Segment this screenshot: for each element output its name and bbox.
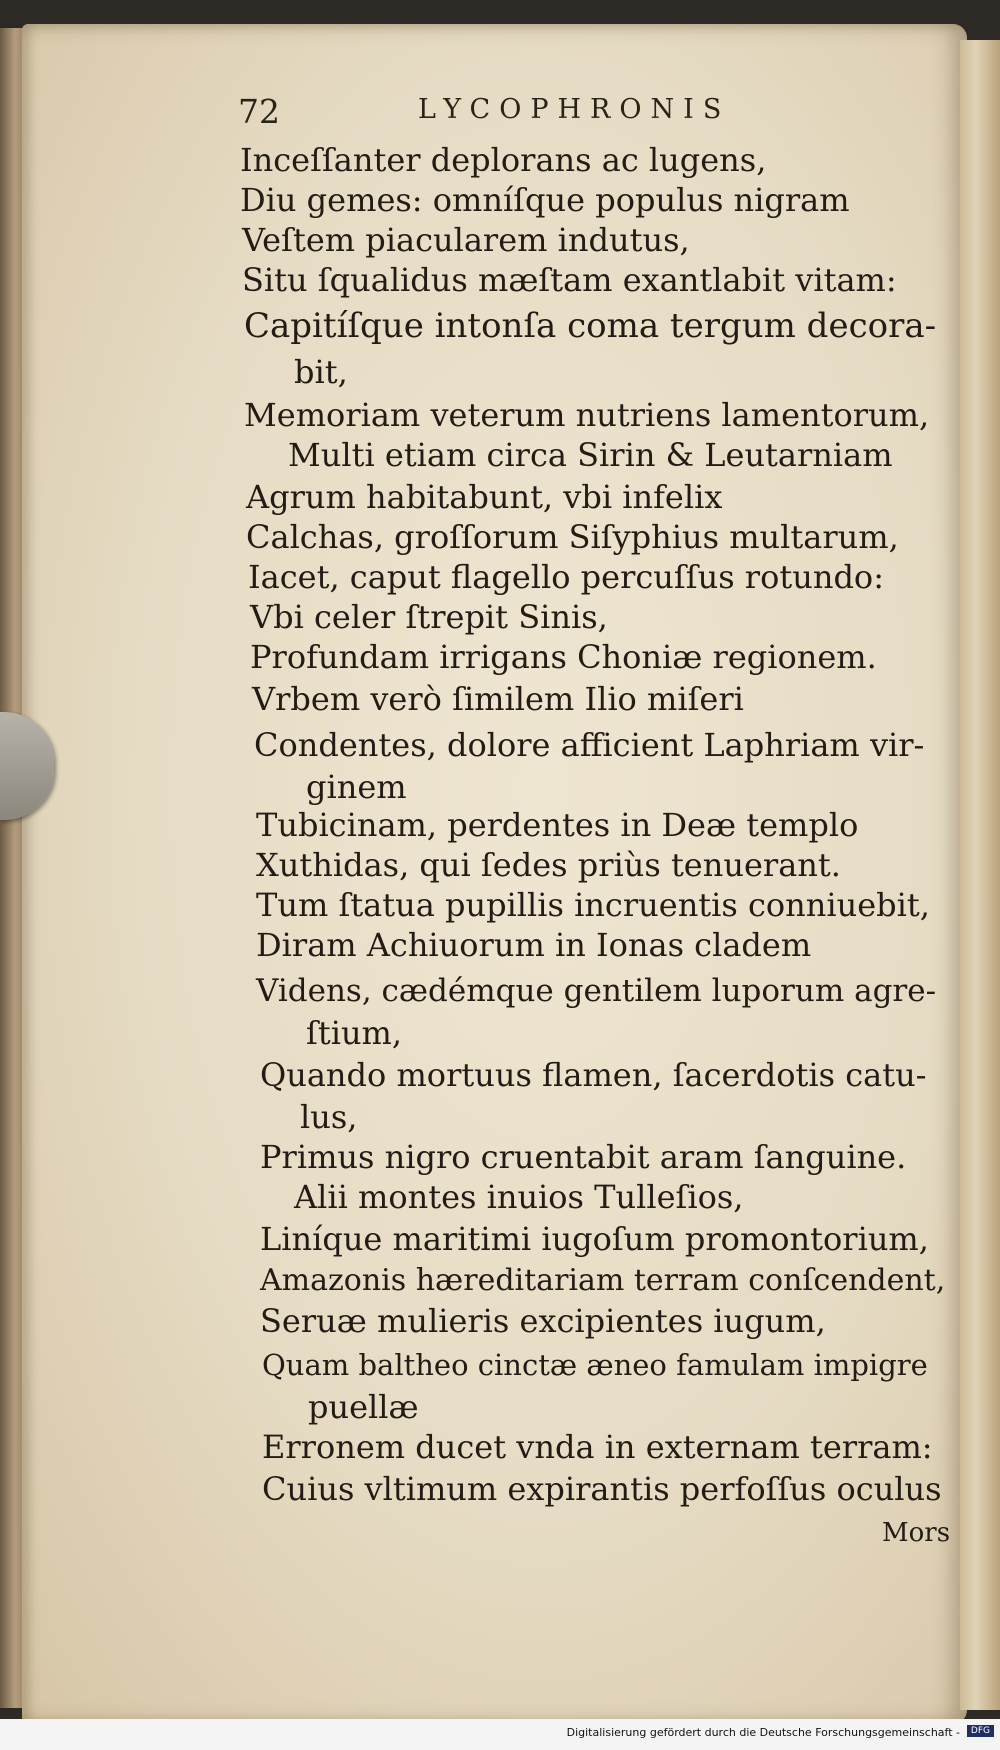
dfg-logo: DFG (967, 1725, 994, 1737)
running-title: LYCOPHRONIS (418, 94, 731, 125)
text-line: Quando mortuus flamen, ſacerdotis catu- (260, 1056, 927, 1094)
text-line: Memoriam veterum nutriens lamentorum, (244, 396, 930, 434)
text-line: Diram Achiuorum in Ionas cladem (256, 926, 812, 964)
text-line: lus, (300, 1098, 358, 1136)
text-line: Primus nigro cruentabit aram ſanguine. (260, 1138, 907, 1176)
text-line: Seruæ mulieris excipientes iugum, (260, 1302, 826, 1340)
funding-credit: Digitalisierung gefördert durch die Deutsche Forschungsgemeinschaft - (566, 1726, 960, 1739)
text-line: Agrum habitabunt, vbi infelix (246, 478, 723, 516)
text-line: Quam baltheo cinctæ æneo famulam impigre (262, 1348, 928, 1382)
text-line: Vbi celer ſtrepit Sinis, (250, 598, 608, 636)
text-line: Multi etiam circa Sirin & Leutarniam (288, 436, 893, 474)
text-line: Situ ſqualidus mæſtam exantlabit vitam: (242, 261, 897, 299)
text-line: Cuius vltimum expirantis perfoſſus oculus (262, 1470, 942, 1508)
text-line: bit, (294, 353, 348, 391)
text-line: Amazonis hæreditariam terram conſcendent, (260, 1263, 946, 1298)
text-line: Videns, cædémque gentilem luporum agre- (256, 973, 937, 1009)
text-line: ginem (306, 768, 407, 806)
catchword: Mors (882, 1518, 951, 1548)
text-line: Iacet, caput flagello percuſſus rotundo: (248, 558, 884, 596)
text-line: Calchas, groſſorum Siſyphius multarum, (246, 518, 899, 556)
text-line: Xuthidas, qui ſedes priùs tenuerant. (256, 846, 841, 884)
text-line: Alii montes inuios Tulleſios, (294, 1178, 744, 1216)
text-line: Liníque maritimi iugoſum promontorium, (260, 1220, 929, 1258)
page-stack-edge (960, 40, 1000, 1710)
text-line: Diu gemes: omníſque populus nigram (240, 181, 850, 219)
page-header (238, 92, 798, 132)
text-line: Veſtem piacularem indutus, (242, 221, 690, 259)
page-number: 72 (238, 92, 280, 131)
text-line: Inceſſanter deplorans ac lugens, (240, 141, 767, 179)
text-line: Vrbem verò ſimilem Ilio miſeri (252, 680, 744, 718)
text-line: Erronem ducet vnda in externam terram: (262, 1428, 933, 1466)
text-line: Profundam irrigans Choniæ regionem. (250, 638, 877, 676)
text-line: puellæ (308, 1388, 419, 1426)
text-line: Tum ſtatua pupillis incruentis conniuebit, (256, 886, 930, 924)
text-line: Tubicinam, perdentes in Deæ templo (256, 806, 859, 844)
text-line: Capitíſque intonſa coma tergum decora- (244, 306, 937, 346)
text-line: Condentes, dolore afficient Laphriam vir- (254, 726, 925, 764)
text-line: ſtium, (306, 1014, 403, 1052)
